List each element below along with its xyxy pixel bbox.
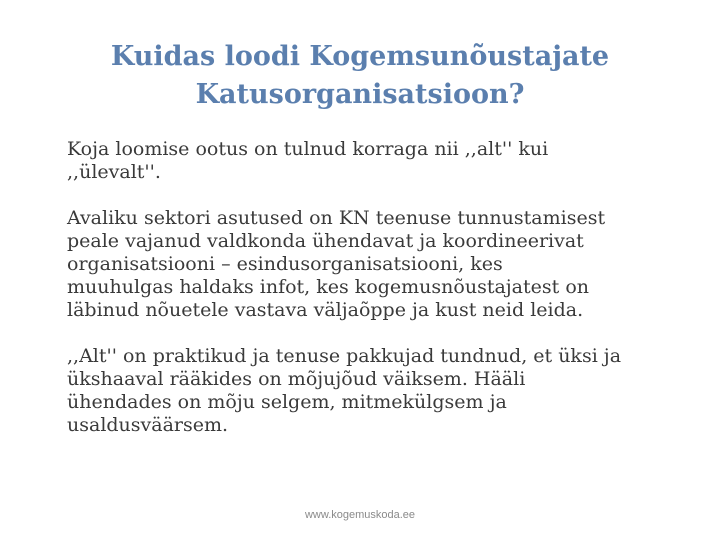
- paragraph-line: peale vajanud valdkonda ühendavat ja koordineerivat: [67, 230, 584, 252]
- paragraph-line: muuhulgas haldaks infot, kes kogemusnõustajatest on: [67, 276, 589, 298]
- paragraph-line: Avaliku sektori asutused on KN teenuse tunnustamisest: [67, 207, 606, 229]
- paragraph-3: [67, 345, 687, 437]
- slide-title-line-1: Kuidas loodi Kogemsunõustajate: [110, 41, 610, 72]
- paragraph-line: organisatsiooni – esindusorganisatsiooni, kes: [67, 253, 503, 275]
- slide-title: [40, 38, 680, 114]
- paragraph-line: ,,ülevalt''.: [67, 161, 161, 183]
- footer-url: www.kogemuskoda.ee: [304, 509, 416, 521]
- slide-title-line-2: Katusorganisatsioon?: [195, 79, 525, 110]
- paragraph-2: [67, 207, 687, 322]
- slide-body: [67, 138, 687, 437]
- paragraph-line: läbinud nõuetele vastava väljaõppe ja kust neid leida.: [67, 299, 584, 321]
- paragraph-line: usaldusväärsem.: [67, 414, 229, 436]
- paragraph-line: ükshaaval rääkides on mõjujõud väiksem. Hääli: [67, 368, 526, 390]
- paragraph-1: [67, 138, 687, 184]
- paragraph-line: Koja loomise ootus on tulnud korraga nii ,,alt'' kui: [67, 138, 549, 160]
- paragraph-line: ,,Alt'' on praktikud ja tenuse pakkujad tundnud, et üksi ja: [67, 345, 622, 367]
- paragraph-line: ühendades on mõju selgem, mitmekülgsem ja: [67, 391, 507, 413]
